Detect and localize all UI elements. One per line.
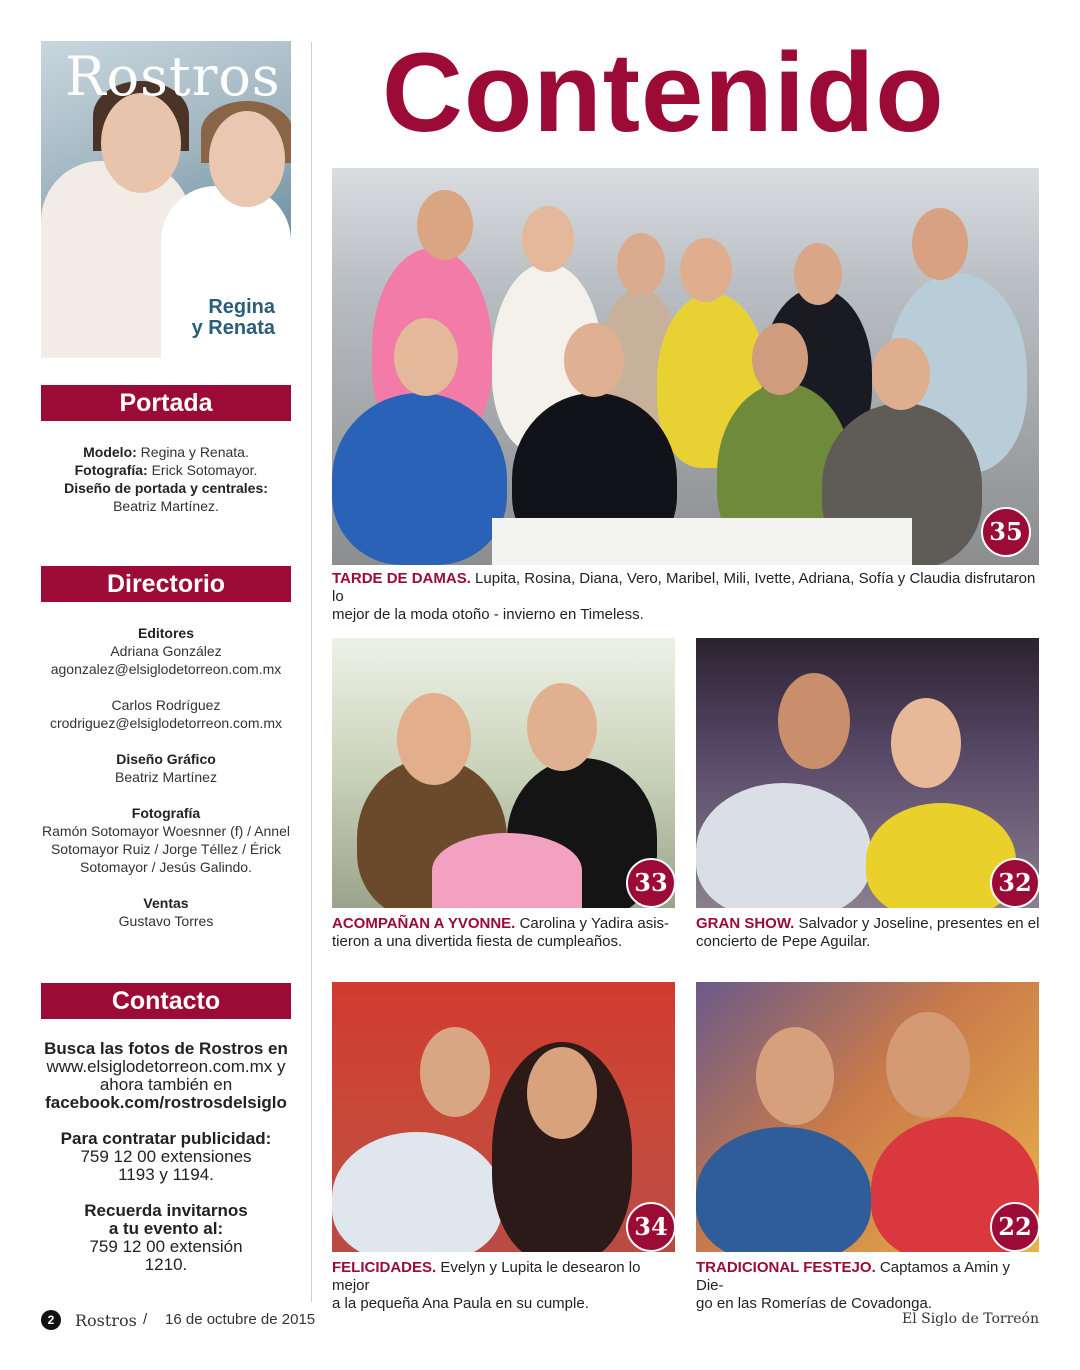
- face: [752, 323, 808, 395]
- face: [617, 233, 665, 295]
- footer-date: 16 de octubre de 2015: [165, 1311, 316, 1328]
- page-footer: [41, 1310, 1039, 1332]
- caption-heading: ACOMPAÑAN A YVONNE.: [332, 915, 516, 932]
- contacto-header: Contacto: [41, 983, 291, 1019]
- cover-masthead: Rostros: [65, 45, 281, 108]
- contact-line: ahora también en: [99, 1075, 233, 1094]
- section-label: Diseño Gráfico: [116, 751, 216, 767]
- cover-thumbnail[interactable]: [41, 41, 291, 358]
- caption-text: concierto de Pepe Aguilar.: [696, 933, 871, 950]
- cover-model-face: [209, 111, 285, 207]
- phone-number: 1210.: [144, 1255, 188, 1274]
- column-divider: [311, 42, 312, 1302]
- directorio-header: Directorio: [41, 566, 291, 602]
- photo-tradicional-festejo[interactable]: [696, 982, 1039, 1252]
- page-badge[interactable]: 35: [981, 507, 1031, 557]
- flowers: [432, 833, 582, 908]
- credit-label: Fotografía:: [74, 462, 148, 478]
- person: [332, 1132, 502, 1252]
- photo-felicidades[interactable]: [332, 982, 675, 1252]
- face: [527, 1047, 597, 1139]
- contact-line: Busca las fotos de Rostros en: [44, 1039, 288, 1058]
- footer-publisher: El Siglo de Torreón: [901, 1311, 1039, 1327]
- caption-heading: TARDE DE DAMAS.: [332, 570, 471, 587]
- cover-name-line: y Renata: [191, 317, 275, 339]
- credit-value: Beatriz Martínez.: [113, 498, 219, 514]
- portada-header: Portada: [41, 385, 291, 421]
- person: [696, 783, 871, 908]
- credit-label: Diseño de portada y centrales:: [64, 480, 268, 496]
- contacto-info: [30, 1040, 302, 1274]
- credit-value: Erick Sotomayor.: [147, 462, 258, 478]
- face: [522, 206, 574, 272]
- caption-tradicional-festejo: [696, 1259, 1041, 1313]
- caption-heading: FELICIDADES.: [332, 1259, 437, 1276]
- caption-text: Carolina y Yadira asis-: [515, 915, 670, 932]
- page-badge[interactable]: 22: [990, 1202, 1039, 1252]
- caption-text: go en las Romerías de Covadonga.: [696, 1295, 932, 1312]
- table: [492, 518, 912, 565]
- caption-heading: TRADICIONAL FESTEJO.: [696, 1259, 876, 1276]
- credit-value: Regina y Renata.: [136, 444, 249, 460]
- page-title: Contenido: [382, 30, 945, 155]
- photo-acompanan-a-yvonne[interactable]: [332, 638, 675, 908]
- portada-credits: [41, 443, 291, 515]
- person: [696, 1127, 871, 1252]
- face: [394, 318, 458, 396]
- directorio-list: [41, 624, 291, 930]
- face: [778, 673, 850, 769]
- caption-text: Captamos a Amin y Die-: [696, 1259, 1010, 1294]
- page-number: 2: [41, 1310, 61, 1330]
- credit-label: Modelo:: [83, 444, 137, 460]
- contact-line: a tu evento al:: [108, 1219, 224, 1238]
- cover-name-line: Regina: [208, 296, 275, 318]
- footer-magazine: Rostros: [75, 1311, 137, 1330]
- person: [332, 393, 507, 565]
- section-label: Fotografía: [131, 805, 201, 821]
- face: [527, 683, 597, 771]
- staff-name: Sotomayor / Jesús Galindo.: [80, 859, 252, 875]
- page-badge[interactable]: 33: [626, 858, 675, 908]
- page-badge[interactable]: 32: [990, 858, 1039, 908]
- photo-tarde-de-damas[interactable]: [332, 168, 1039, 565]
- face: [417, 190, 473, 260]
- staff-name: Ramón Sotomayor Woesnner (f) / Annel: [42, 823, 290, 839]
- face: [886, 1012, 970, 1118]
- staff-name: Sotomayor Ruiz / Jorge Téllez / Érick: [50, 841, 282, 857]
- phone-number: 1193 y 1194.: [118, 1165, 214, 1184]
- cover-names: [192, 297, 275, 339]
- caption-text: mejor de la moda otoño - invierno en Timeless.: [332, 606, 644, 623]
- caption-text: Lupita, Rosina, Diana, Vero, Maribel, Mili, Ivette, Adriana, Sofía y Claudia disfrutaron lo: [332, 570, 1036, 605]
- caption-tarde-de-damas: [332, 570, 1039, 624]
- caption-gran-show: [696, 915, 1041, 951]
- face: [420, 1027, 490, 1117]
- website-link[interactable]: www.elsiglodetorreon.com.mx y: [46, 1057, 286, 1076]
- caption-text: a la pequeña Ana Paula en su cumple.: [332, 1295, 589, 1312]
- contact-line: Recuerda invitarnos: [84, 1201, 248, 1220]
- staff-name: Gustavo Torres: [118, 913, 214, 929]
- facebook-link[interactable]: facebook.com/rostrosdelsiglo: [45, 1093, 287, 1112]
- photo-gran-show[interactable]: [696, 638, 1039, 908]
- staff-name: Beatriz Martínez: [115, 769, 217, 785]
- face: [912, 208, 968, 280]
- face: [397, 693, 471, 785]
- face: [680, 238, 732, 302]
- face: [564, 323, 624, 397]
- face: [756, 1027, 834, 1125]
- page-badge[interactable]: 34: [626, 1202, 675, 1252]
- caption-felicidades: [332, 1259, 677, 1313]
- caption-text: tieron a una divertida fiesta de cumpleaños.: [332, 933, 623, 950]
- face: [872, 338, 930, 410]
- phone-number: 759 12 00 extensiones: [80, 1147, 252, 1166]
- editor-email[interactable]: crodriguez@elsiglodetorreon.com.mx: [49, 715, 283, 731]
- editor-email[interactable]: agonzalez@elsiglodetorreon.com.mx: [50, 661, 282, 677]
- editor-name: Carlos Rodríguez: [111, 697, 221, 713]
- face: [794, 243, 842, 305]
- section-label: Editores: [137, 625, 194, 641]
- face: [891, 698, 961, 788]
- cover-model-face: [101, 93, 181, 193]
- caption-acompanan-a-yvonne: [332, 915, 677, 951]
- contact-line: Para contratar publicidad:: [60, 1129, 272, 1148]
- phone-number: 759 12 00 extensión: [89, 1237, 243, 1256]
- section-label: Ventas: [143, 895, 189, 911]
- caption-text: Evelyn y Lupita le desearon lo mejor: [332, 1259, 641, 1294]
- footer-separator: /: [143, 1311, 148, 1328]
- caption-text: Salvador y Joseline, presentes en el: [794, 915, 1040, 932]
- editor-name: Adriana González: [110, 643, 222, 659]
- caption-heading: GRAN SHOW.: [696, 915, 795, 932]
